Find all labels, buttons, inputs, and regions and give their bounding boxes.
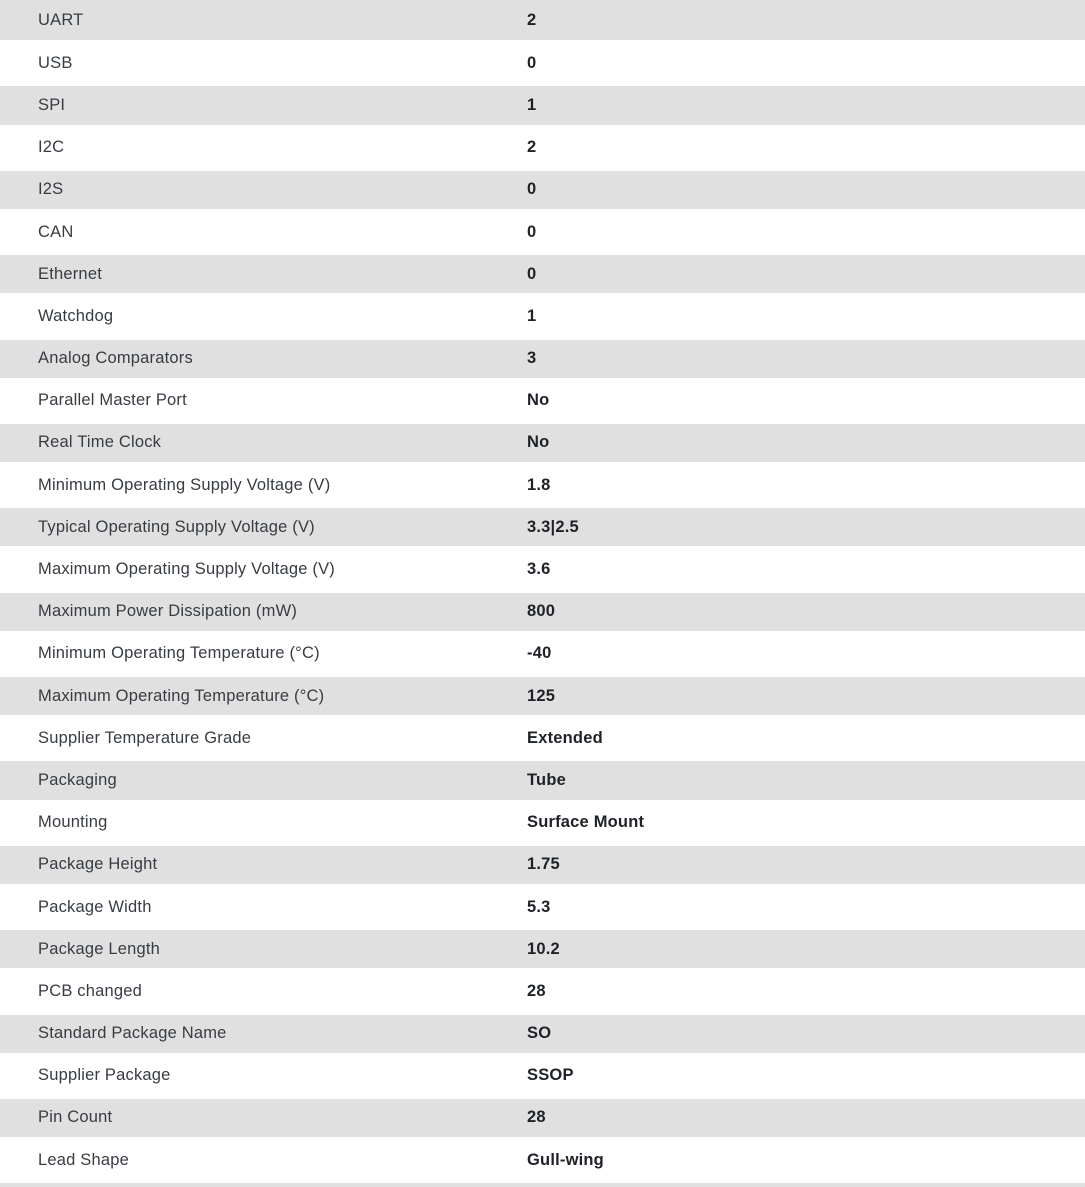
spec-row [0,844,1085,886]
spec-row [0,548,1085,590]
spec-attribute-value: 28 [527,1108,546,1127]
spec-row [0,84,1085,126]
spec-attribute-label: Package Height [38,855,158,874]
spec-row [0,970,1085,1012]
spec-attribute-value: 1.75 [527,855,560,874]
spec-attribute-label: I2S [38,180,64,199]
spec-row [0,127,1085,169]
spec-attribute-label: Packaging [38,770,117,789]
spec-attribute-label: Typical Operating Supply Voltage (V) [38,517,315,536]
spec-attribute-value: 0 [527,222,537,241]
spec-attribute-value: 10.2 [527,939,560,958]
spec-attribute-value: 3.3|2.5 [527,517,579,536]
spec-attribute-label: Ethernet [38,264,102,283]
spec-attribute-label: UART [38,10,84,29]
next-row-partial-stripe [0,1181,1085,1187]
spec-attribute-value: 1 [527,95,537,114]
spec-row [0,1055,1085,1097]
spec-attribute-label: Parallel Master Port [38,391,187,410]
spec-attribute-value: Extended [527,728,603,747]
spec-attribute-value: 0 [527,180,537,199]
spec-attribute-label: Minimum Operating Temperature (°C) [38,644,320,663]
spec-attribute-label: Mounting [38,813,108,832]
spec-attribute-value: 2 [527,10,537,29]
spec-attribute-label: Real Time Clock [38,433,162,452]
spec-attribute-value: Surface Mount [527,813,645,832]
spec-row [0,802,1085,844]
spec-attribute-value: No [527,433,550,452]
spec-attribute-label: I2C [38,138,65,157]
spec-row [0,211,1085,253]
spec-attribute-label: Watchdog [38,306,114,325]
spec-attribute-value: 0 [527,53,537,72]
spec-row [0,1013,1085,1055]
spec-row [0,1097,1085,1139]
spec-attribute-label: Maximum Power Dissipation (mW) [38,602,298,621]
spec-attribute-value: -40 [527,644,552,663]
spec-attribute-value: 28 [527,981,546,1000]
spec-attribute-label: Package Length [38,939,161,958]
spec-row [0,717,1085,759]
spec-attribute-label: Lead Shape [38,1150,130,1169]
spec-attribute-label: SPI [38,95,66,114]
spec-row [0,464,1085,506]
spec-attribute-value: SSOP [527,1066,574,1085]
spec-row [0,380,1085,422]
spec-attribute-value: 2 [527,138,537,157]
spec-row [0,506,1085,548]
spec-attribute-label: Standard Package Name [38,1024,227,1043]
spec-attribute-label: Supplier Package [38,1066,171,1085]
spec-row [0,633,1085,675]
spec-attribute-value: Tube [527,770,566,789]
spec-attribute-value: 1 [527,306,537,325]
spec-row [0,253,1085,295]
spec-row [0,338,1085,380]
spec-attribute-value: No [527,391,550,410]
spec-row [0,295,1085,337]
spec-attribute-label: Maximum Operating Supply Voltage (V) [38,560,335,579]
spec-attribute-label: Minimum Operating Supply Voltage (V) [38,475,331,494]
spec-attribute-label: Package Width [38,897,152,916]
spec-row [0,42,1085,84]
spec-row [0,928,1085,970]
spec-attribute-label: Maximum Operating Temperature (°C) [38,686,325,705]
spec-row [0,591,1085,633]
spec-row [0,759,1085,801]
spec-attribute-label: USB [38,53,73,72]
spec-row [0,169,1085,211]
spec-attribute-value: 125 [527,686,556,705]
spec-attribute-label: Pin Count [38,1108,113,1127]
spec-attribute-value: SO [527,1024,552,1043]
spec-attribute-label: Supplier Temperature Grade [38,728,252,747]
spec-row [0,422,1085,464]
spec-attribute-label: CAN [38,222,74,241]
spec-attribute-label: PCB changed [38,981,143,1000]
spec-row [0,886,1085,928]
spec-row [0,0,1085,42]
spec-attribute-value: 5.3 [527,897,551,916]
spec-attribute-value: Gull-wing [527,1150,604,1169]
spec-row [0,1139,1085,1181]
spec-attribute-value: 800 [527,602,556,621]
spec-attribute-value: 0 [527,264,537,283]
spec-attribute-label: Analog Comparators [38,349,193,368]
spec-attribute-value: 3.6 [527,560,551,579]
spec-attribute-value: 3 [527,349,537,368]
spec-attribute-value: 1.8 [527,475,551,494]
spec-row [0,675,1085,717]
